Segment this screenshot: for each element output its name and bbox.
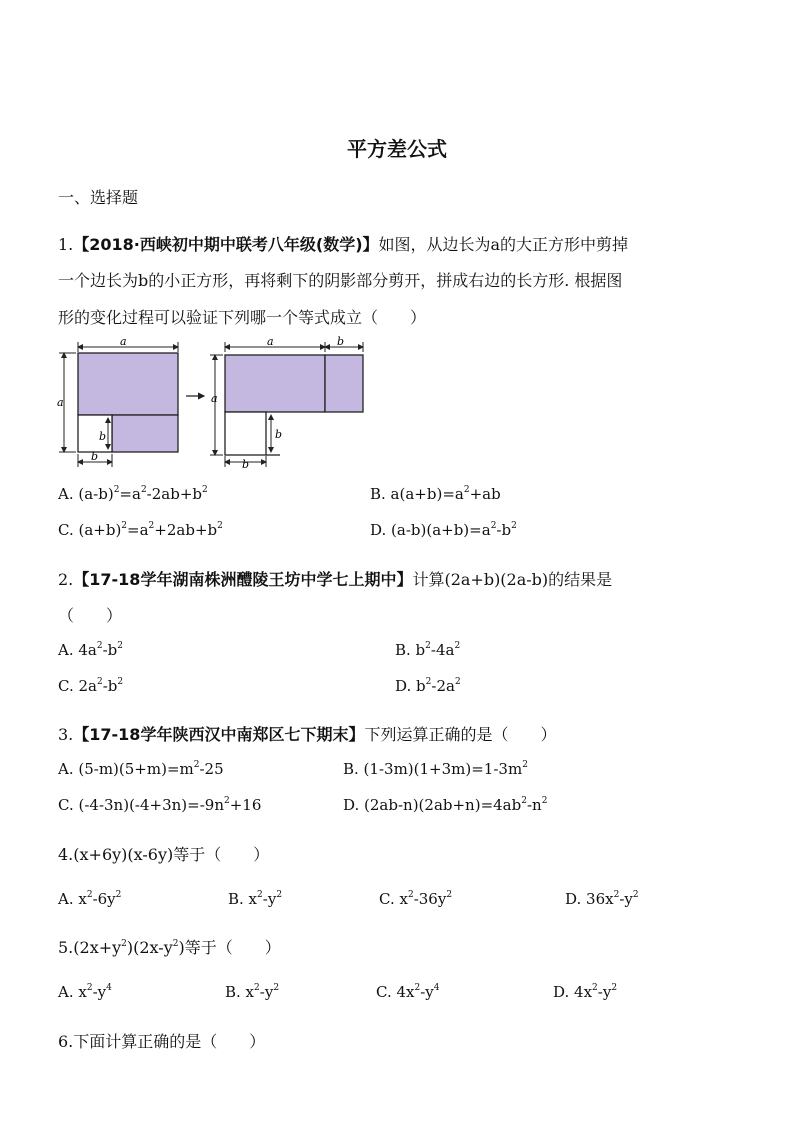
label-b-bottom: b: [91, 450, 99, 463]
question-text: 下列运算正确的是（ ）: [364, 725, 557, 744]
label-b-inner: b: [99, 430, 107, 443]
rect-part-b: [325, 355, 363, 412]
question-text: 如图，从边长为a的大正方形中剪掉: [378, 235, 629, 254]
q3-option-d[interactable]: D. $(2ab-n)(2ab+n)=4ab^2-n^2$: [343, 796, 548, 814]
q4-option-d[interactable]: D. $36x^2-y^2$: [565, 890, 639, 908]
question-3-line-1: [58, 722, 556, 745]
question-2-line-1: [58, 567, 612, 590]
question-1-line-1: [58, 232, 628, 255]
q3-option-b[interactable]: B. $(1-3m)(1+3m)=1-3m^2$: [343, 760, 528, 778]
q5-option-d[interactable]: D. $4x^2-y^2$: [553, 983, 618, 1001]
rect-part-a: [225, 355, 325, 412]
question-4-line-1: 4.(x+6y)(x-6y)等于（ ）: [58, 845, 270, 864]
removed-small-square: [78, 415, 112, 452]
question-text: 计算(2a+b)(2a-b)的结果是: [412, 570, 613, 589]
q4-option-c[interactable]: C. $x^2-36y^2$: [379, 890, 453, 908]
q1-option-b[interactable]: B. $a(a+b)=a^2+ab$: [370, 485, 501, 503]
q2-option-d[interactable]: D. $b^2-2a^2$: [395, 677, 461, 695]
shaded-bottom-region: [112, 415, 178, 452]
label-b-rect-top: b: [337, 336, 345, 348]
question-source: 【17-18学年陕西汉中南郑区七下期末】: [73, 725, 365, 744]
question-6-line-1: 6.下面计算正确的是（ ）: [58, 1032, 266, 1051]
q1-option-a[interactable]: A. $(a-b)^2=a^2-2ab+b^2$: [58, 485, 208, 503]
q1-option-c[interactable]: C. $(a+b)^2=a^2+2ab+b^2$: [58, 521, 223, 539]
question-5-line-1: $5.(2x+y^2)(2x-y^2)$等于（ ）: [58, 938, 281, 957]
question-2-line-2: （ ）: [58, 606, 123, 625]
question-1-line-2: 一个边长为b的小正方形，再将剩下的阴影部分剪开，拼成右边的长方形. 根据图: [58, 271, 623, 290]
empty-square: [225, 412, 266, 455]
question-source: 【17-18学年湖南株洲醴陵王坊中学七上期中】: [73, 570, 413, 589]
q1-option-d[interactable]: D. $(a-b)(a+b)=a^2-b^2$: [370, 521, 517, 539]
q4-option-a[interactable]: A. $x^2-6y^2$: [58, 890, 122, 908]
section-heading: 一、选择题: [58, 188, 139, 207]
q3-option-a[interactable]: A. $(5-m)(5+m)=m^2-25$: [58, 760, 224, 778]
question-1-line-3: 形的变化过程可以验证下列哪一个等式成立（ ）: [58, 308, 427, 327]
label-a-rect-top: a: [267, 336, 274, 348]
question-number: 3.: [58, 725, 74, 744]
q5-option-c[interactable]: C. $4x^2-y^4$: [376, 983, 440, 1001]
question-number: 2.: [58, 570, 74, 589]
question-source: 【2018·西峡初中期中联考八年级(数学)】: [73, 235, 379, 254]
q5-option-b[interactable]: B. $x^2-y^2$: [225, 983, 280, 1001]
q2-option-a[interactable]: A. $4a^2-b^2$: [58, 641, 123, 659]
label-b-rect-bottom: b: [242, 458, 250, 470]
q2-option-b[interactable]: B. $b^2-4a^2$: [395, 641, 461, 659]
q4-option-b[interactable]: B. $x^2-y^2$: [228, 890, 283, 908]
label-a-rect-side: a: [211, 392, 218, 405]
q2-option-c[interactable]: C. $2a^2-b^2$: [58, 677, 124, 695]
q5-option-a[interactable]: A. $x^2-y^4$: [58, 983, 112, 1001]
q3-option-c[interactable]: C. $(-4-3n)(-4+3n)=-9n^2+16$: [58, 796, 262, 814]
square-rectangle-figure: [54, 336, 374, 470]
label-a-side: a: [57, 396, 64, 409]
label-a-top: a: [120, 336, 127, 348]
question-number: 1.: [58, 235, 74, 254]
page-title: 平方差公式: [347, 137, 447, 161]
shaded-top-region: [78, 353, 178, 415]
label-b-rect-inner: b: [275, 428, 283, 441]
